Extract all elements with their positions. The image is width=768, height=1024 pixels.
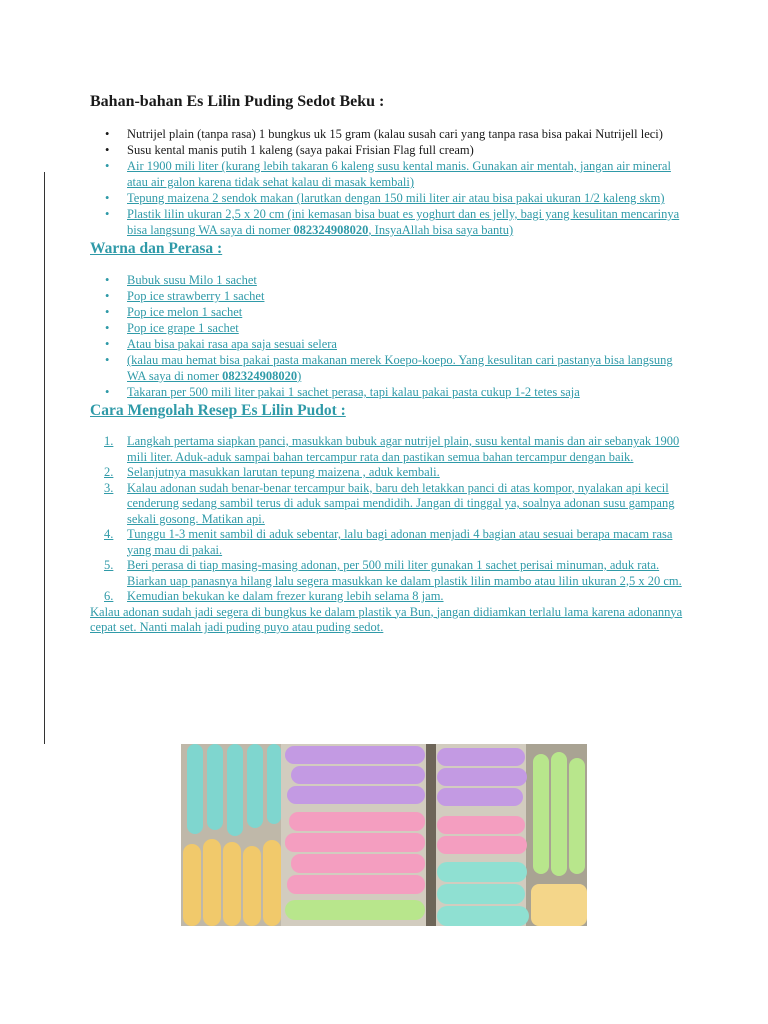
ice-lolly-photo [181, 744, 587, 926]
step-item[interactable]: 6. Kemudian bekukan ke dalam frezer kurang lebih selama 8 jam. [104, 589, 444, 603]
flavors-list [90, 272, 690, 400]
ingredients-list [90, 126, 690, 238]
list-item[interactable]: • Pop ice strawberry 1 sachet [105, 289, 265, 303]
step-item[interactable]: 5. Beri perasa di tiap masing-masing adonan, per 500 mili liter gunakan 1 sachet perisai minuman, aduk rata. Biarkan uap panasnya hilang lalu segera masukkan ke dalam plastik lilin mambo atau lilin ukuran 2,5 x 20 cm. [104, 558, 682, 588]
margin-change-bar [44, 172, 45, 744]
document-page [90, 92, 690, 636]
phone-number: 082324908020 [222, 369, 298, 383]
closing-paragraph[interactable]: Kalau adonan sudah jadi segera di bungkus ke dalam plastik ya Bun, jangan didiamkan terlalu lama karena adonannya cepat set. Nanti malah jadi puding puyo atau puding sedot. [90, 604, 683, 634]
step-item[interactable]: 3. Kalau adonan sudah benar-benar tercampur baik, baru deh letakkan panci di atas kompor, nyalakan api kecil cenderung sedang sambil terus di aduk sampai mendidih. Jangan di tinggal ya, soalnya adonan susu gampang sekali gosong. Matikan api. [104, 480, 675, 526]
ice-lolly-illustration [181, 744, 587, 926]
list-item: • Nutrijel plain (tanpa rasa) 1 bungkus uk 15 gram (kalau susah cari yang tanpa rasa bisa pakai Nutrijell leci) [105, 127, 663, 141]
step-item[interactable]: 4. Tunggu 1-3 menit sambil di aduk sebentar, lalu bagi adonan menjadi 4 bagian atau sesuai berapa macam rasa yang mau di pakai. [104, 527, 673, 557]
list-item[interactable]: • Takaran per 500 mili liter pakai 1 sachet perasa, tapi kalau pakai pasta cukup 1-2 tetes saja [105, 385, 580, 399]
page-title: Bahan-bahan Es Lilin Puding Sedot Beku : [90, 93, 385, 110]
list-item[interactable]: • Plastik lilin ukuran 2,5 x 20 cm (ini kemasan bisa buat es yoghurt dan es jelly, bagi yang kesulitan mencarinya bisa langsung WA saya di nomer 082324908020, InsyaAllah bisa saya bantu) [105, 207, 680, 237]
list-item[interactable]: • Pop ice melon 1 sachet [105, 305, 243, 319]
step-item[interactable]: 1. Langkah pertama siapkan panci, masukkan bubuk agar nutrijel plain, susu kental manis dan air sebanyak 1900 mili liter. Aduk-aduk sampai bahan tercampur rata dan pastikan semua bahan tercampur dengan baik. [104, 434, 680, 464]
steps-list [90, 434, 690, 605]
section-title-cara[interactable]: Cara Mengolah Resep Es Lilin Pudot : [90, 402, 346, 419]
phone-number: 082324908020 [293, 223, 369, 237]
section-title-warna[interactable]: Warna dan Perasa : [90, 240, 223, 257]
list-item[interactable]: • Air 1900 mili liter (kurang lebih takaran 6 kaleng susu kental manis. Gunakan air mentah, jangan air mineral atau air galon karena tidak sehat kalau di masak kembali) [105, 159, 671, 189]
step-item[interactable]: 2. Selanjutnya masukkan larutan tepung maizena , aduk kembali. [104, 465, 440, 479]
list-item[interactable]: • Bubuk susu Milo 1 sachet [105, 273, 257, 287]
list-item[interactable]: • Pop ice grape 1 sachet [105, 321, 239, 335]
list-item[interactable]: • Tepung maizena 2 sendok makan (larutkan dengan 150 mili liter air atau bisa pakai ukuran 1/2 kaleng skm) [105, 191, 665, 205]
list-item: • Susu kental manis putih 1 kaleng (saya pakai Frisian Flag full cream) [105, 143, 474, 157]
list-item[interactable]: • (kalau mau hemat bisa pakai pasta makanan merek Koepo-koepo. Yang kesulitan cari pastanya bisa langsung WA saya di nomer 082324908020) [105, 353, 673, 383]
list-item[interactable]: • Atau bisa pakai rasa apa saja sesuai selera [105, 337, 337, 351]
